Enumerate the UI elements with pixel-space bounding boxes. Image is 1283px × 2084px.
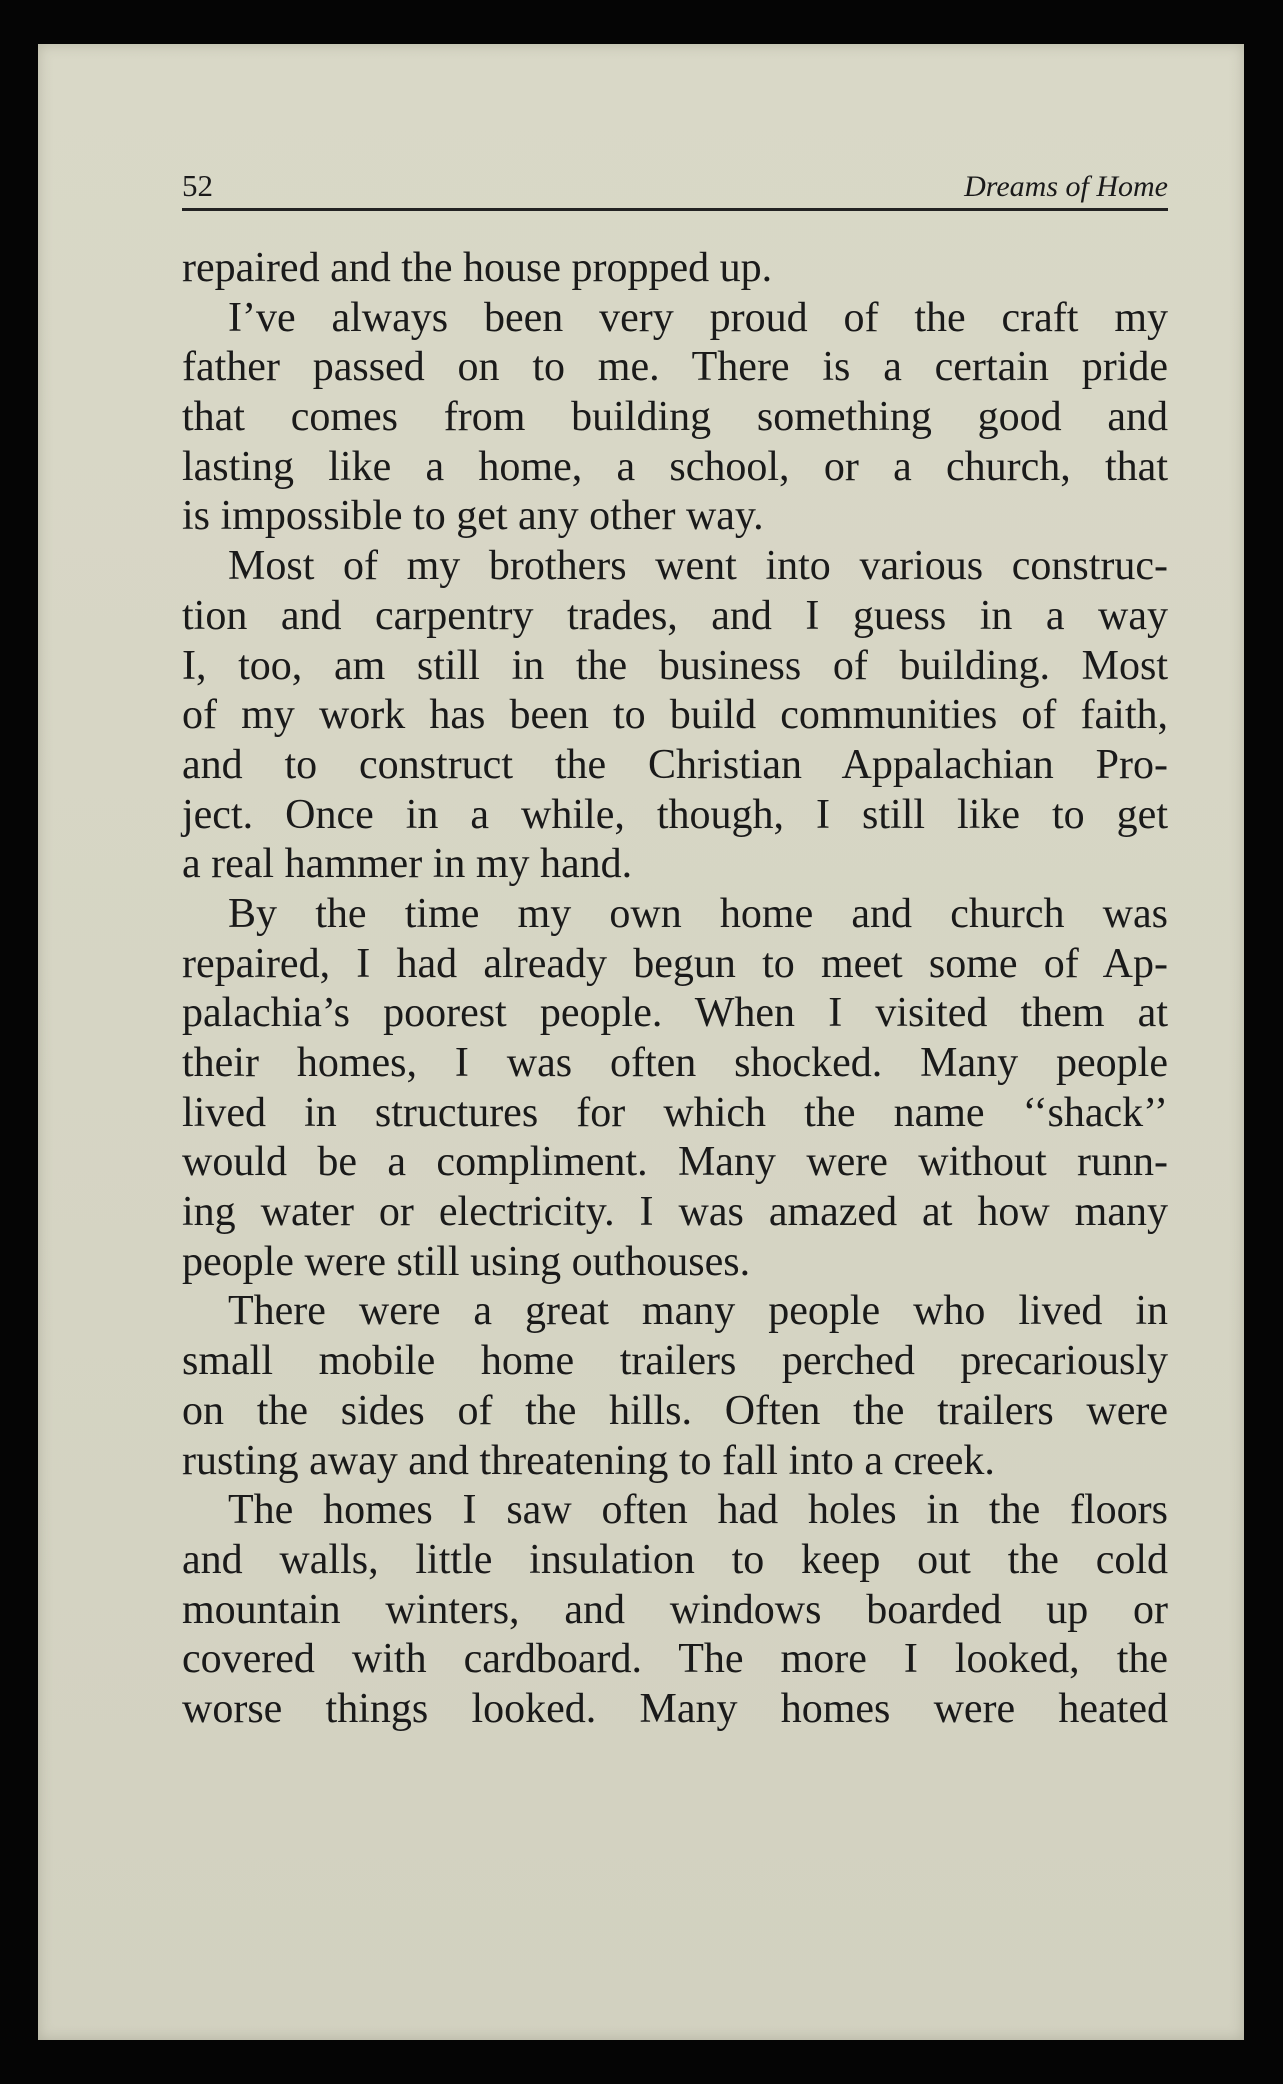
text-line: and walls, little insulation to keep out the cold	[182, 1536, 1168, 1583]
text-line: small mobile home trailers perched precariously	[182, 1338, 1168, 1385]
text-line: ject. Once in a while, though, I still like to get	[182, 791, 1168, 838]
text-line: tion and carpentry trades, and I guess in a way	[182, 592, 1168, 639]
page-number: 52	[182, 168, 213, 203]
text-line: would be a compliment. Many were without runn-	[182, 1139, 1168, 1186]
text-line: repaired and the house propped up.	[182, 245, 773, 291]
text-line: worse things looked. Many homes were heated	[182, 1685, 1168, 1732]
text-line: covered with cardboard. The more I looked, the	[182, 1636, 1168, 1683]
book-page	[38, 44, 1244, 2040]
text-line: Most of my brothers went into various construc-	[228, 543, 1168, 590]
running-head	[182, 156, 1168, 211]
text-line: I, too, am still in the business of building. Most	[182, 642, 1168, 689]
running-title: Dreams of Home	[964, 170, 1168, 203]
text-line: rusting away and threatening to fall into a creek.	[182, 1437, 995, 1484]
text-line: is impossible to get any other way.	[182, 493, 764, 540]
text-line: a real hammer in my hand.	[182, 841, 633, 888]
text-line: father passed on to me. There is a certain pride	[182, 344, 1168, 391]
body-text	[182, 244, 1168, 1735]
text-line: their homes, I was often shocked. Many people	[182, 1040, 1168, 1086]
text-line: mountain winters, and windows boarded up or	[182, 1586, 1168, 1633]
text-line: lived in structures for which the name ‘‘shack’’	[182, 1089, 1168, 1136]
text-line: repaired, I had already begun to meet some of Ap-	[182, 940, 1168, 987]
text-line: palachia’s poorest people. When I visited them at	[182, 990, 1168, 1037]
text-line: There were a great many people who lived in	[228, 1288, 1168, 1335]
text-line: people were still using outhouses.	[182, 1238, 751, 1285]
text-line: lasting like a home, a school, or a church, that	[182, 443, 1168, 490]
text-line: on the sides of the hills. Often the trailers were	[182, 1387, 1168, 1434]
text-line: ing water or electricity. I was amazed at how many	[182, 1189, 1168, 1236]
text-line: By the time my own home and church was	[228, 890, 1168, 937]
text-line: of my work has been to build communities of faith,	[182, 692, 1168, 739]
text-line: and to construct the Christian Appalachian Pro-	[182, 741, 1168, 788]
text-line: I’ve always been very proud of the craft my	[228, 294, 1168, 341]
text-line: The homes I saw often had holes in the floors	[228, 1487, 1168, 1534]
text-line: that comes from building something good and	[182, 394, 1168, 441]
